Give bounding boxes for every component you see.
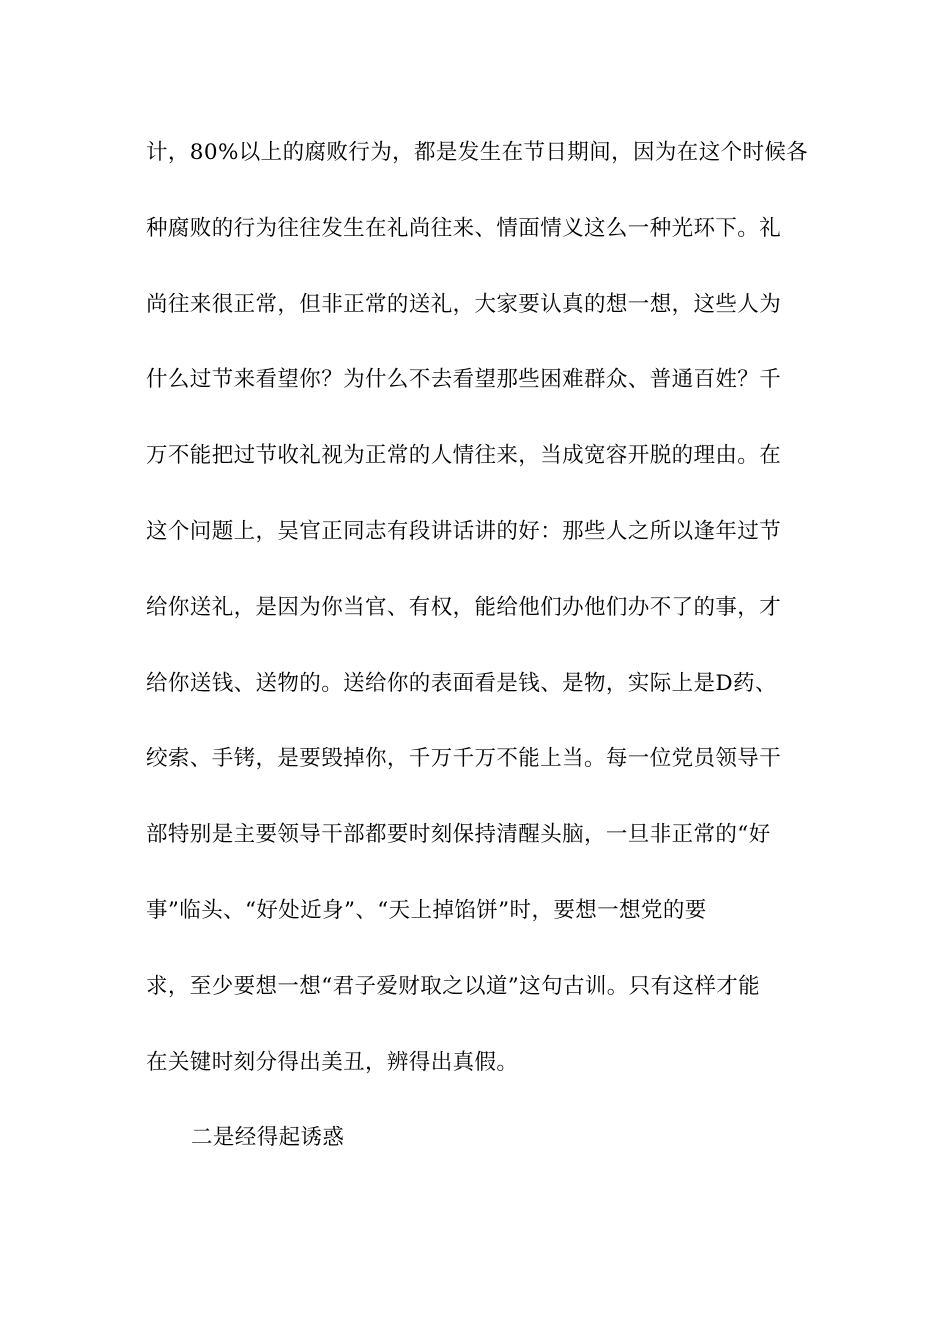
text-line: 尚往来很正常，但非正常的送礼，大家要认真的想一想，这些人为 bbox=[146, 291, 782, 317]
text-line: 求，至少要想一想“君子爱财取之以道”这句古训。只有这样才能 bbox=[146, 973, 761, 999]
body-text bbox=[146, 130, 809, 1191]
text-line: 在关键时刻分得出美丑，辨得出真假。 bbox=[146, 1049, 519, 1075]
text-line: 部特别是主要领导干部都要时刻保持清醒头脑，一旦非正常的“好 bbox=[146, 822, 771, 848]
text-line: 什么过节来看望你？为什么不去看望那些困难群众、普通百姓？千 bbox=[146, 367, 782, 393]
text-line: 计，80%以上的腐败行为，都是发生在节日期间，因为在这个时候各 bbox=[146, 140, 809, 165]
text-line: 种腐败的行为往往发生在礼尚往来、情面情义这么一种光环下。礼 bbox=[146, 215, 782, 241]
text-line: 万不能把过节收礼视为正常的人情往来，当成宽容开脱的理由。在 bbox=[146, 443, 782, 469]
text-line: 事”临头、“好处近身”、“天上掉馅饼”时，要想一想党的要 bbox=[146, 897, 707, 923]
text-line: 这个问题上，吴官正同志有段讲话讲的好：那些人之所以逢年过节 bbox=[146, 518, 782, 544]
text-line: 给你送钱、送物的。送给你的表面看是钱、是物，实际上是D药、 bbox=[146, 670, 777, 696]
text-line: 给你送礼，是因为你当官、有权，能给他们办他们办不了的事，才 bbox=[146, 594, 782, 620]
section-heading: 二是经得起诱惑 bbox=[191, 1125, 345, 1151]
text-line: 绞索、手铐，是要毁掉你，千万千万不能上当。每一位党员领导干 bbox=[146, 746, 782, 772]
